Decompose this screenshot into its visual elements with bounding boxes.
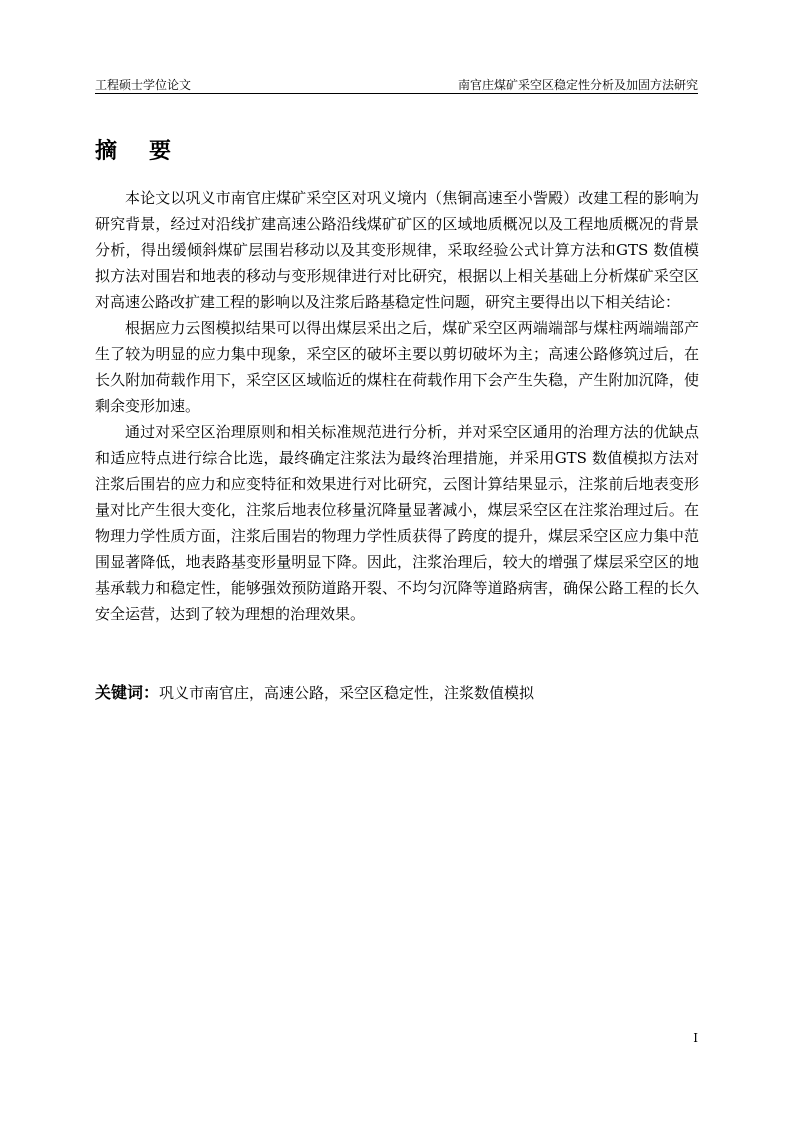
keywords-label: 关键词： — [95, 683, 160, 702]
abstract-paragraph-3: 通过对采空区治理原则和相关标准规范进行分析，并对采空区通用的治理方法的优缺点和适应特点进行综合比选，最终确定注浆法为最终治理措施，并采用GTS 数值模拟方法对注浆后围岩的应力和应变特征和效果进行对比研究，云图计算结果显示，注浆前后地表变形量对比产生很大变化，注浆后地表位移量沉降量显著减小，煤层采空区在注浆治理过后。在物理力学性质方面，注浆后围岩的物理力学性质获得了跨度的提升，煤层采空区应力集中范围显著降低，地表路基变形量明显下降。因此，注浆治理后，较大的增强了煤层采空区的地基承载力和稳定性，能够强效预防道路开裂、不均匀沉降等道路病害，确保公路工程的长久安全运营，达到了较为理想的治理效果。 — [95, 423, 699, 623]
header-divider — [95, 93, 698, 94]
header-thesis-type: 工程硕士学位论文 — [95, 78, 192, 92]
page-number: I — [693, 1031, 698, 1045]
abstract-paragraph-2: 根据应力云图模拟结果可以得出煤层采出之后，煤矿采空区两端端部与煤柱两端端部产生了较为明显的应力集中现象，采空区的破坏主要以剪切破坏为主；高速公路修筑过后，在长久附加荷载作用下，采空区区域临近的煤柱在荷载作用下会产生失稳，产生附加沉降，使剩余变形加速。 — [95, 319, 699, 415]
keywords-line — [95, 680, 699, 706]
page-header — [95, 77, 698, 93]
header-thesis-title: 南官庄煤矿采空区稳定性分析及加固方法研究 — [457, 78, 698, 92]
abstract-title: 摘要 — [95, 138, 204, 164]
abstract-body — [95, 185, 699, 627]
abstract-paragraph-1: 本论文以巩义市南官庄煤矿采空区对巩义境内（焦铜高速至小訾殿）改建工程的影响为研究背景，经过对沿线扩建高速公路沿线煤矿矿区的区域地质概况以及工程地质概况的背景分析，得出缓倾斜煤矿层围岩移动以及其变形规律，采取经验公式计算方法和GTS 数值模拟方法对围岩和地表的移动与变形规律进行对比研究，根据以上相关基础上分析煤矿采空区对高速公路改扩建工程的影响以及注浆后路基稳定性问题，研究主要得出以下相关结论： — [95, 189, 699, 311]
keywords-text: 巩义市南官庄，高速公路，采空区稳定性，注浆数值模拟 — [159, 684, 535, 702]
